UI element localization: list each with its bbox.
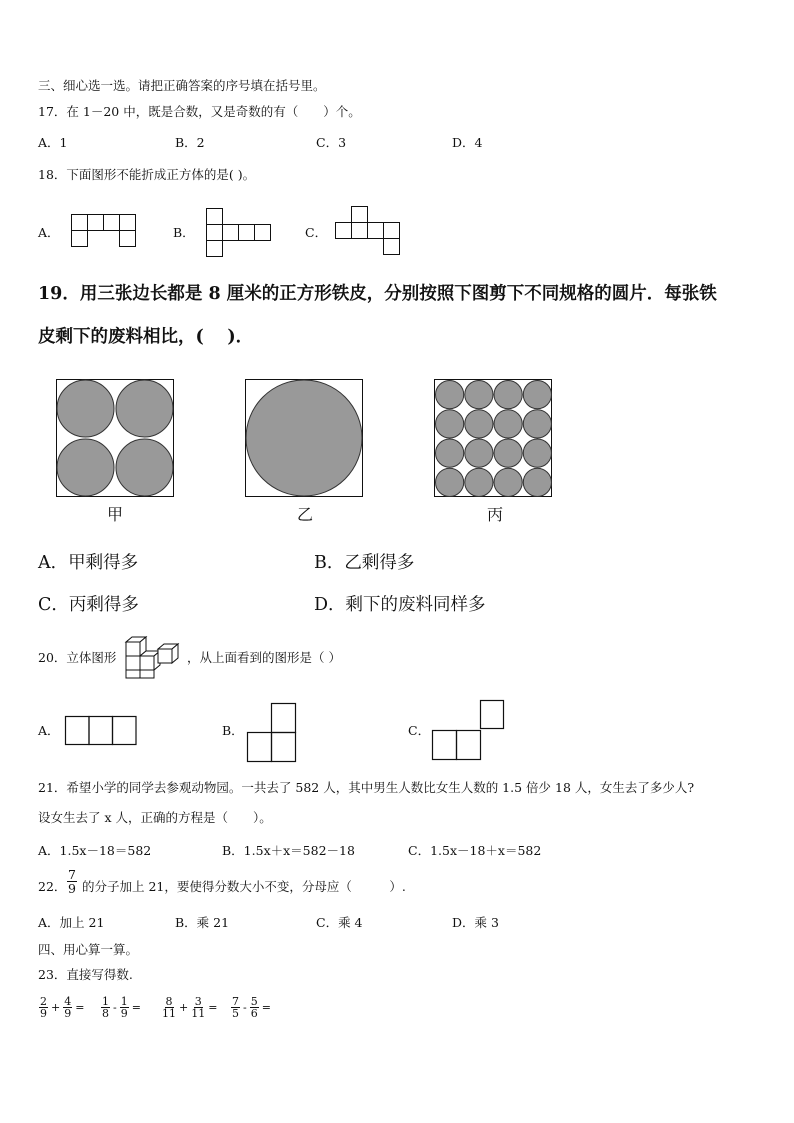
figure-label-yi: 乙 — [297, 505, 314, 524]
operator: - — [113, 1001, 117, 1014]
frac-num: 4 — [64, 995, 72, 1008]
q22-option-c: C．乘 4 — [316, 915, 363, 930]
section-title: 三、细心选一选。请把正确答案的序号填在括号里。 — [38, 78, 326, 93]
q19-option-b: B．乙剩得多 — [314, 553, 415, 573]
q19-option-d: D．剩下的废料同样多 — [314, 595, 486, 615]
frac-num: 5 — [250, 995, 258, 1008]
q17-option-b: B．2 — [175, 135, 205, 150]
small-circle — [523, 468, 551, 496]
q22-option-d: D．乘 3 — [452, 915, 499, 930]
frac-num: 8 — [165, 995, 173, 1008]
small-circle — [494, 439, 522, 467]
operator: + — [51, 1001, 61, 1014]
frac-den: 11 — [162, 1007, 176, 1020]
q19-option-a: A．甲剩得多 — [38, 553, 139, 573]
small-circle — [465, 439, 493, 467]
figure-bing-sixteen-circles — [434, 379, 552, 497]
q22-option-a: A．加上 21 — [38, 915, 105, 930]
frac-num: 2 — [40, 995, 47, 1008]
small-circle — [523, 410, 551, 438]
question-19-line2: 皮剩下的废料相比，( )． — [38, 327, 254, 347]
q22-frac-denominator: 9 — [68, 881, 76, 896]
small-circle — [494, 410, 522, 438]
q20-option-b: B． — [222, 723, 244, 738]
q21-option-c: C．1.5x－18＋x＝582 — [408, 843, 542, 858]
frac-den: 9 — [40, 1007, 47, 1020]
q22-fraction — [66, 868, 78, 895]
frac-den: 6 — [250, 1007, 258, 1020]
question-22-stem: 的分子加上 21，要使得分数大小不变，分母应（ ）. — [82, 879, 406, 894]
question-17: 17．在 1－20 中，既是合数，又是奇数的有（ ）个。 — [38, 104, 361, 119]
q19-option-c: C．丙剩得多 — [38, 595, 139, 615]
question-21-line2: 设女生去了 x 人，正确的方程是（ ）。 — [38, 810, 272, 825]
frac-den: 9 — [64, 1007, 72, 1020]
frac-den: 5 — [232, 1007, 239, 1020]
q18-option-c: C． — [305, 225, 328, 240]
question-18: 18．下面图形不能折成正方体的是( )。 — [38, 167, 256, 182]
q18-net-a — [71, 214, 137, 248]
equals: = — [131, 1001, 141, 1014]
q20-view-b — [247, 703, 297, 763]
q20-view-c — [432, 700, 506, 762]
q23-expr-3 — [161, 996, 219, 1019]
equals: = — [208, 1001, 218, 1014]
q20-solid-figure — [123, 636, 187, 680]
section-title-4: 四、用心算一算。 — [38, 942, 139, 957]
q22-option-b: B．乘 21 — [175, 915, 230, 930]
equals: = — [75, 1001, 85, 1014]
q17-option-a: A．1 — [38, 135, 68, 150]
question-20-post: ，从上面看到的图形是（ ） — [187, 650, 341, 665]
small-circle — [494, 381, 522, 409]
small-circle — [465, 410, 493, 438]
q18-option-a: A． — [38, 225, 60, 240]
small-circle — [465, 381, 493, 409]
q21-option-a: A．1.5x－18＝582 — [38, 843, 152, 858]
question-22-num: 22． — [38, 879, 67, 894]
q20-option-c: C． — [408, 723, 431, 738]
q18-net-c — [335, 206, 403, 258]
question-20-pre: 20．立体图形 — [38, 650, 117, 665]
operator: - — [243, 1001, 247, 1014]
frac-num: 7 — [232, 995, 239, 1008]
operator: + — [179, 1001, 189, 1014]
figure-jia-four-circles — [56, 379, 174, 497]
figure-label-jia: 甲 — [107, 505, 124, 524]
figure-label-bing: 丙 — [487, 505, 504, 524]
q17-option-d: D．4 — [452, 135, 483, 150]
q23-expr-1 — [38, 996, 86, 1019]
small-circle — [465, 468, 493, 496]
small-circle — [494, 468, 522, 496]
small-circle — [523, 439, 551, 467]
frac-den: 8 — [102, 1007, 109, 1020]
frac-num: 1 — [102, 995, 109, 1008]
q23-expr-2 — [100, 996, 143, 1019]
q18-net-b — [206, 208, 272, 258]
question-23: 23．直接写得数. — [38, 967, 133, 982]
figure-yi-one-circle — [245, 379, 363, 497]
small-circle — [523, 381, 551, 409]
equals: = — [261, 1001, 271, 1014]
q18-option-b: B． — [173, 225, 195, 240]
q22-frac-numerator: 7 — [68, 867, 76, 882]
question-21-line1: 21．希望小学的同学去参观动物园。一共去了 582 人，其中男生人数比女生人数的 1.5 倍少 18 人，女生去了多少人? — [38, 780, 695, 795]
frac-num: 3 — [194, 995, 202, 1008]
frac-den: 11 — [191, 1007, 206, 1020]
q20-view-a — [65, 716, 137, 746]
q17-option-c: C．3 — [316, 135, 347, 150]
frac-num: 1 — [120, 995, 128, 1008]
question-19-line1: 19．用三张边长都是 8 厘米的正方形铁皮，分别按照下图剪下不同规格的圆片．每张铁 — [38, 284, 717, 304]
small-circle — [436, 381, 464, 409]
small-circle — [436, 468, 464, 496]
q20-option-a: A． — [38, 723, 60, 738]
q23-expr-4 — [230, 996, 273, 1019]
frac-den: 9 — [120, 1007, 128, 1020]
q21-option-b: B．1.5x＋x＝582－18 — [222, 843, 355, 858]
small-circle — [436, 410, 464, 438]
small-circle — [436, 439, 464, 467]
